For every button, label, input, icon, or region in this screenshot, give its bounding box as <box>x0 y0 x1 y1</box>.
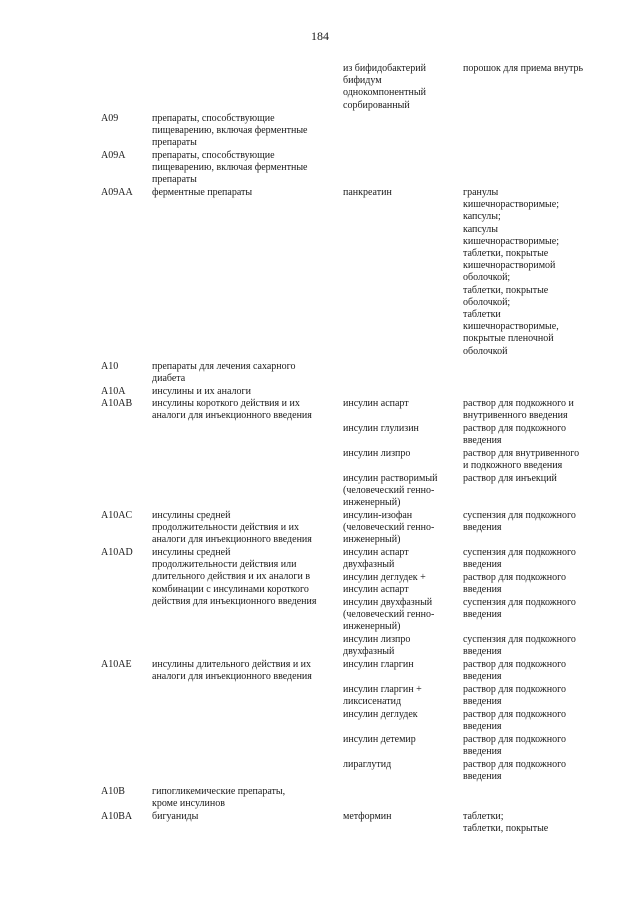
atc-code: A10AE <box>101 659 132 670</box>
atc-code: A10AB <box>101 398 133 409</box>
atc-code: A09 <box>101 113 119 124</box>
dosage-form: раствор для подкожного введения <box>463 423 566 447</box>
dosage-form: таблетки; таблетки, покрытые <box>463 811 549 835</box>
drug-name: лираглутид <box>343 759 392 770</box>
dosage-form: суспензия для подкожного введения <box>463 510 576 534</box>
drug-name: панкреатин <box>343 187 392 198</box>
dosage-form: раствор для подкожного и внутривенного введения <box>463 398 574 422</box>
atc-code: A10A <box>101 386 126 397</box>
drug-name: из бифидобактерий бифидум однокомпонентный сорбированный <box>343 63 426 111</box>
dosage-form: раствор для внутривенного и подкожного введения <box>463 448 580 472</box>
group-name: гипогликемические препараты, кроме инсулинов <box>152 786 286 810</box>
drug-name: инсулин деглудек <box>343 709 418 720</box>
dosage-form: раствор для подкожного введения <box>463 572 566 596</box>
drug-name: инсулин гларгин + ликсисенатид <box>343 684 422 708</box>
group-name: инсулины средней продолжительности действия и их аналоги для инъекционного введения <box>152 510 312 546</box>
drug-name: инсулин лизпро двухфазный <box>343 634 411 658</box>
page-number: 184 <box>311 29 329 43</box>
dosage-form: раствор для подкожного введения <box>463 759 566 783</box>
drug-name: инсулин аспарт двухфазный <box>343 547 409 571</box>
dosage-form: суспензия для подкожного введения <box>463 634 576 658</box>
drug-name: инсулин лизпро <box>343 448 411 459</box>
drug-name: метформин <box>343 811 392 822</box>
dosage-form: суспензия для подкожного введения <box>463 597 576 621</box>
drug-name: инсулин детемир <box>343 734 416 745</box>
group-name: инсулины короткого действия и их аналоги для инъекционного введения <box>152 398 312 422</box>
dosage-form: раствор для инъекций <box>463 473 557 484</box>
atc-code: A09A <box>101 150 126 161</box>
dosage-form: раствор для подкожного введения <box>463 734 566 758</box>
drug-name: инсулин-изофан (человеческий генно- инженерный) <box>343 510 435 546</box>
group-name: инсулины средней продолжительности действия или длительного действия и их аналоги в комбинации с инсулинами короткого действия для инъекционного введения <box>152 547 317 607</box>
atc-code: A10 <box>101 361 119 372</box>
dosage-form: раствор для подкожного введения <box>463 709 566 733</box>
group-name: инсулины и их аналоги <box>152 386 251 397</box>
group-name: препараты, способствующие пищеварению, включая ферментные препараты <box>152 113 308 149</box>
group-name: ферментные препараты <box>152 187 253 198</box>
dosage-form: раствор для подкожного введения <box>463 659 566 683</box>
drug-name: инсулин деглудек + инсулин аспарт <box>343 572 426 596</box>
drug-name: инсулин глулизин <box>343 423 419 434</box>
dosage-form: порошок для приема внутрь <box>463 63 584 74</box>
group-name: препараты для лечения сахарного диабета <box>152 361 296 385</box>
group-name: инсулины длительного действия и их аналоги для инъекционного введения <box>152 659 312 683</box>
drug-name: инсулин двухфазный (человеческий генно- инженерный) <box>343 597 435 633</box>
atc-code: A10BA <box>101 811 133 822</box>
dosage-form: суспензия для подкожного введения <box>463 547 576 571</box>
drug-name: инсулин гларгин <box>343 659 414 670</box>
drug-name: инсулин растворимый (человеческий генно- инженерный) <box>343 473 438 509</box>
dosage-form: гранулы кишечнорастворимые; капсулы; капсулы кишечнорастворимые; таблетки, покрытые кишечнорастворимой оболочкой; таблетки, покрытые оболочкой; таблетки кишечнорастворимые, покрытые пленочной оболочкой <box>463 187 559 357</box>
dosage-form: раствор для подкожного введения <box>463 684 566 708</box>
atc-code: A09AA <box>101 187 133 198</box>
drug-name: инсулин аспарт <box>343 398 409 409</box>
atc-code: A10B <box>101 786 125 797</box>
group-name: препараты, способствующие пищеварению, включая ферментные препараты <box>152 150 308 186</box>
atc-code: A10AD <box>101 547 133 558</box>
group-name: бигуаниды <box>152 811 199 822</box>
atc-code: A10AC <box>101 510 133 521</box>
